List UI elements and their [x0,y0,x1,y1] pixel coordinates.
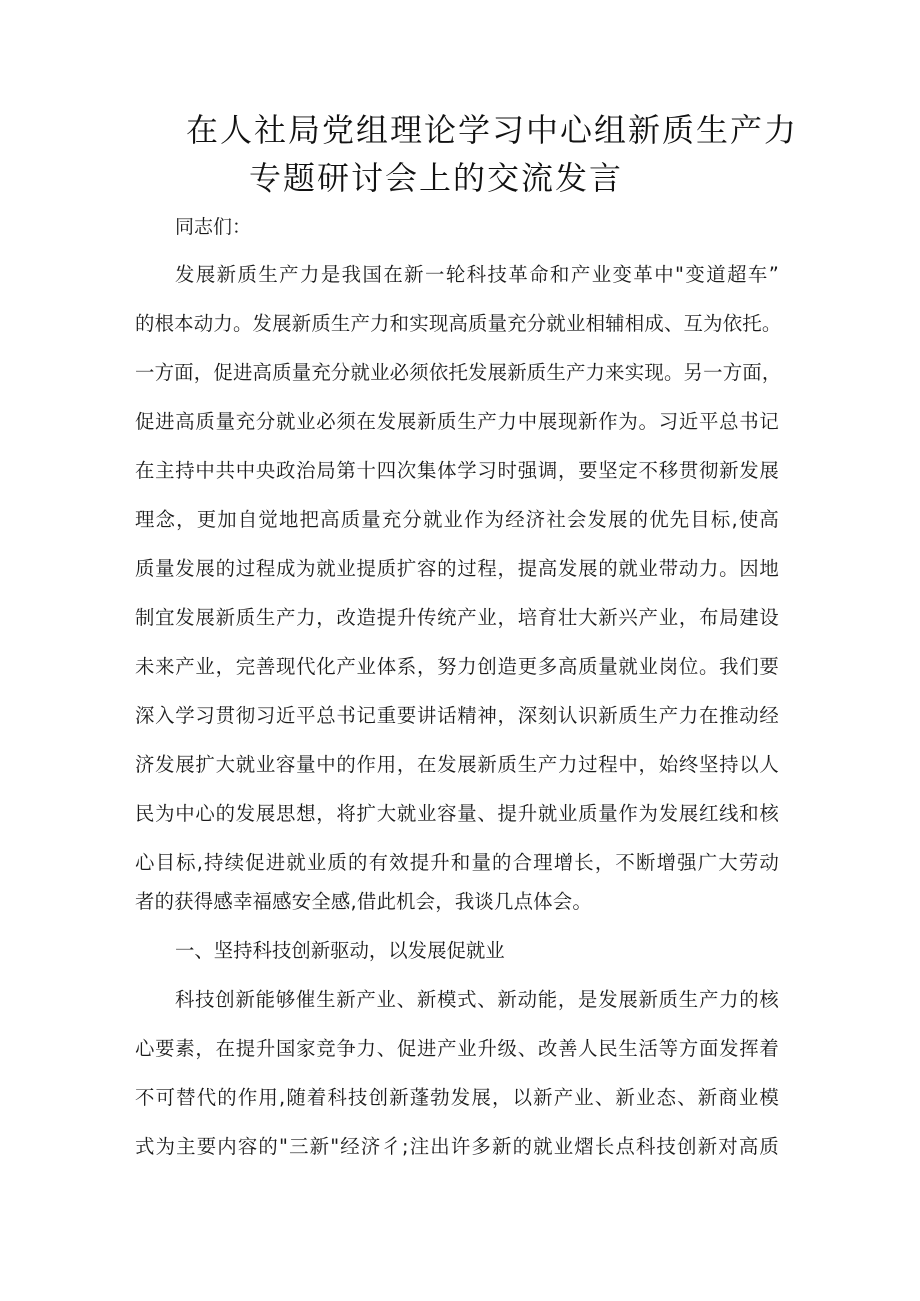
paragraph-line: 民为中心的发展思想，将扩大就业容量、提升就业质量作为发展红线和核 [135,802,779,825]
paragraph-line: 科技创新能够催生新产业、新模式、新动能，是发展新质生产力的核 [175,988,779,1011]
paragraph-line: 制宜发展新质生产力，改造提升传统产业，培育壮大新兴产业，布局建设 [135,606,779,629]
paragraph-line: 济发展扩大就业容量中的作用，在发展新质生产力过程中，始终坚持以人 [135,753,779,776]
document-title-line-2: 专题研讨会上的交流发言 [249,159,624,197]
section-heading: 一、坚持科技创新驱动，以发展促就业 [175,939,505,962]
paragraph-line: 未来产业，完善现代化产业体系，努力创造更多高质量就业岗位。我们要 [135,655,779,678]
paragraph-line: 心要素，在提升国家竞争力、促进产业升级、改善人民生活等方面发挥着 [135,1037,779,1060]
paragraph-line: 式为主要内容的"三新"经济彳;注出许多新的就业熠长点科技创新对高质 [135,1135,779,1158]
paragraph-line: 质量发展的过程成为就业提质扩容的过程，提高发展的就业带动力。因地 [135,557,779,580]
paragraph-line: 一方面，促进高质量充分就业必须依托发展新质生产力来实现。另一方面， [135,361,782,384]
paragraph-line: 心目标,持续促进就业质的有效提升和量的合理增长，不断增强广大劳动 [135,851,779,874]
salutation: 同志们： [175,216,252,238]
document-title-line-1: 在人社局党组理论学习中心组新质生产力 [186,111,799,149]
paragraph-line: 者的获得感幸福感安全感,借此机会，我谈几点体会。 [135,890,592,913]
paragraph-line: 发展新质生产力是我国在新一轮科技革命和产业变革中"变道超车” [175,263,779,286]
paragraph-line: 不可替代的作用,随着科技创新蓬勃发展，以新产业、新业态、新商业模 [135,1086,779,1109]
paragraph-line: 在主持中共中央政治局第十四次集体学习时强调，要坚定不移贯彻新发展 [135,459,779,482]
paragraph-line: 深入学习贯彻习近平总书记重要讲话精神，深刻认识新质生产力在推动经 [135,704,779,727]
paragraph-line: 的根本动力。发展新质生产力和实现高质量充分就业相辅相成、互为依托。 [135,312,782,335]
paragraph-line: 理念，更加自觉地把高质量充分就业作为经济社会发展的优先目标,使高 [135,508,779,531]
paragraph-line: 促进高质量充分就业必须在发展新质生产力中展现新作为。习近平总书记 [135,410,779,433]
